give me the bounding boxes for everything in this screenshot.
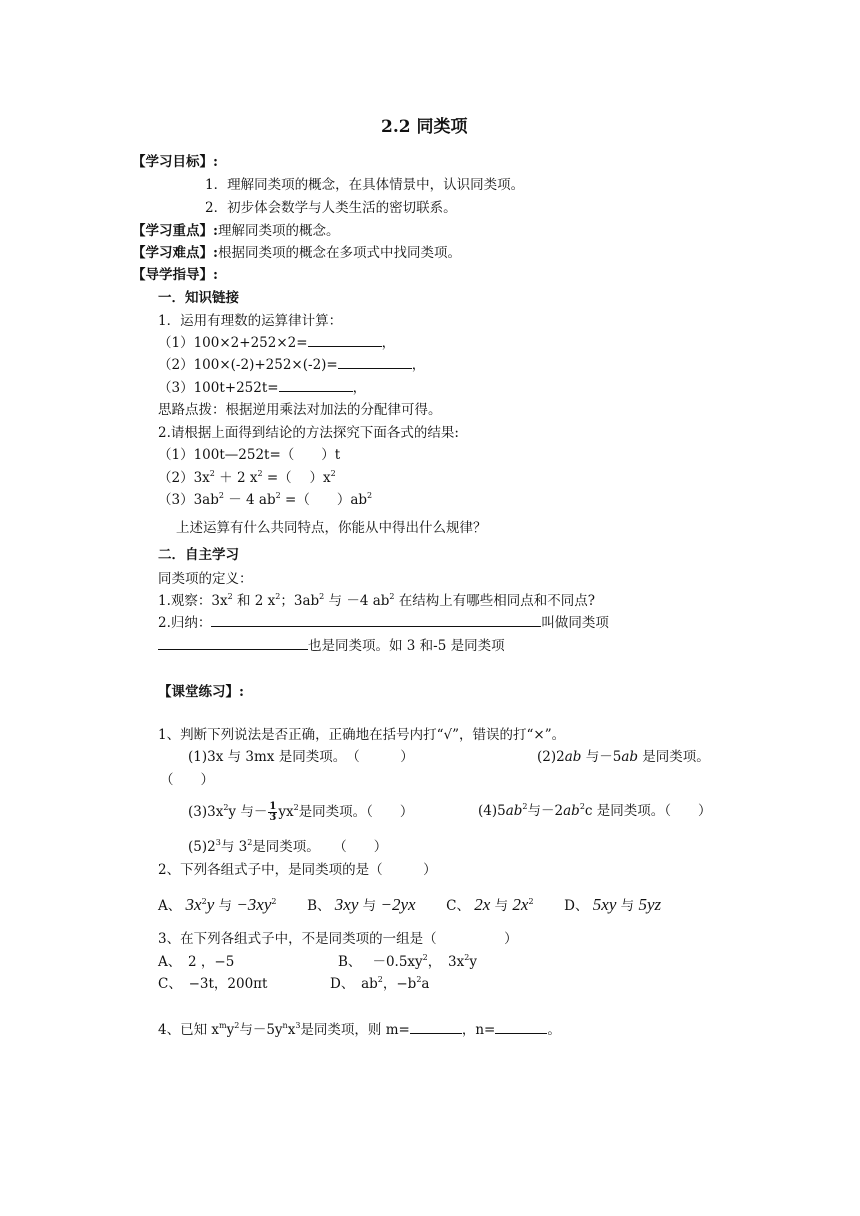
exponent: 2 [201, 897, 207, 906]
text: y 与－ [228, 804, 268, 820]
q2-item [158, 469, 336, 487]
answer-blank-m[interactable] [410, 1021, 462, 1034]
text: 与－5 [581, 749, 622, 765]
text: D、 ab [330, 976, 378, 992]
exponent: 2 [271, 897, 277, 906]
q1-item-text: （2）100×(-2)+252×(-2)= [158, 357, 338, 373]
text: 与－5y [239, 1022, 283, 1038]
expr: −2yx [380, 895, 416, 914]
text: (5)2 [188, 839, 216, 855]
text: ， 3x [427, 954, 465, 970]
expr: 2x [512, 895, 529, 914]
var: ab [505, 803, 523, 819]
answer-blank-n[interactable] [495, 1021, 547, 1034]
q1-item-text: （3）100t+252t= [158, 380, 279, 396]
text: 与 －4 ab [324, 593, 390, 609]
expr: =（ ）ab [280, 492, 368, 508]
expr: 2x [474, 895, 491, 914]
exponent: 2 [522, 802, 528, 811]
text: (4)5 [478, 803, 506, 819]
objectives-heading: 【学习目标】: [132, 154, 218, 170]
exponent: 2 [330, 469, 336, 478]
exponent: 2 [275, 592, 281, 601]
exponent: m [219, 1021, 227, 1030]
expr: 3xy [334, 895, 359, 914]
exponent: 2 [247, 838, 253, 847]
practice-q1-item [188, 802, 413, 823]
q1-item-text: （1）100×2+252×2= [158, 335, 308, 351]
answer-blank[interactable] [279, 379, 353, 392]
text: ，n= [461, 1022, 496, 1038]
text: y [469, 954, 477, 970]
expr: 3x [185, 895, 202, 914]
option-label: C、 [446, 898, 470, 914]
key-point-heading: 【学习重点】: [132, 223, 218, 239]
difficulty [132, 244, 461, 262]
text: c 是同类项。（ ） [584, 803, 712, 819]
q3-option-d [330, 975, 429, 993]
practice-q1: 1、判断下列说法是否正确，正确地在括号内打“√”，错误的打“×”。 [158, 727, 566, 743]
section2-heading: 二．自主学习 [158, 547, 239, 563]
comma: ， [352, 380, 367, 396]
text: a [421, 976, 430, 992]
exponent: 2 [416, 975, 422, 984]
option-label: B、 [307, 898, 331, 914]
page-title: 2.2 同类项 [381, 117, 468, 137]
answer-blank[interactable] [338, 356, 412, 369]
option-label: A、 [158, 898, 182, 914]
q2-item: （1）100t—252t=（ ）t [158, 447, 341, 463]
text: 与 3 [220, 839, 248, 855]
expr: ＋ 2 x [214, 470, 258, 486]
text: 4、已知 x [158, 1022, 219, 1038]
denominator: 3 [269, 812, 277, 823]
guide-heading: 【导学指导】: [132, 267, 218, 283]
practice-heading: 【课堂练习】: [158, 684, 244, 700]
exponent: n [282, 1021, 288, 1030]
expr: −3xy [236, 895, 272, 914]
comma: ， [411, 357, 426, 373]
practice-q2-options [158, 894, 661, 917]
exponent: 2 [319, 592, 325, 601]
text: 。 [547, 1022, 561, 1038]
exponent: 2 [223, 803, 229, 812]
practice-q1-item [537, 748, 710, 766]
text: B、 －0.5xy [338, 954, 423, 970]
exponent: 2 [528, 897, 534, 906]
practice-q1-item [478, 802, 712, 820]
objective-item: 2．初步体会数学与人类生活的密切联系。 [205, 200, 457, 216]
text: 是同类项。 （ ） [252, 839, 388, 855]
var: ab [564, 749, 582, 765]
practice-q4 [158, 1021, 561, 1039]
answer-paren[interactable]: （ ） [160, 772, 214, 788]
exponent: 3 [295, 1021, 301, 1030]
text: (3)3x [188, 804, 224, 820]
text: 与 [616, 898, 639, 914]
expr: 5xy [592, 895, 617, 914]
exponent: 2 [218, 491, 224, 500]
q2-text: 2.请根据上面得到结论的方法探究下面各式的结果: [158, 425, 459, 441]
fraction [268, 802, 277, 823]
practice-q3: 3、在下列各组式子中，不是同类项的一组是（ ） [158, 931, 518, 947]
numerator: 1 [269, 801, 277, 812]
exponent: 2 [293, 803, 299, 812]
text: 叫做同类项 [541, 615, 609, 631]
practice-q1-item: (1)3x 与 3mx 是同类项。 （ ） [188, 749, 414, 765]
text: x [287, 1022, 296, 1038]
text: 与 [358, 898, 381, 914]
induce-line [158, 614, 609, 632]
exponent: 2 [227, 592, 233, 601]
exponent: 2 [209, 469, 215, 478]
var: ab [621, 749, 639, 765]
induce-line-2 [158, 637, 505, 655]
key-point-text: 理解同类项的概念。 [217, 223, 340, 239]
option-label: D、 [564, 898, 589, 914]
answer-blank[interactable] [158, 637, 308, 650]
text: 2.归纳： [158, 615, 212, 631]
answer-blank[interactable] [308, 334, 382, 347]
text: (2)2 [537, 749, 565, 765]
expr: （3）3ab [158, 492, 219, 508]
text: 是同类项。 [638, 749, 710, 765]
text: ，−b [382, 976, 417, 992]
definition-label: 同类项的定义： [158, 571, 253, 587]
q3-option-a: A、 2 ，−5 [158, 954, 235, 970]
var: ab [563, 803, 580, 819]
expr: （2）3x [158, 470, 210, 486]
exponent: 2 [579, 802, 585, 811]
text: 是同类项，则 m= [300, 1022, 410, 1038]
difficulty-heading: 【学习难点】: [132, 245, 218, 261]
text: y [226, 1022, 235, 1038]
exponent: 3 [215, 838, 221, 847]
text: 在结构上有哪些相同点和不同点? [394, 593, 596, 609]
exponent: 2 [234, 1021, 240, 1030]
expr: y [206, 895, 215, 914]
expr: 5yz [638, 895, 662, 914]
section1-heading: 一．知识链接 [158, 290, 239, 306]
practice-q1-item [188, 838, 387, 856]
text: yx [278, 804, 294, 820]
difficulty-text: 根据同类项的概念在多项式中找同类项。 [217, 245, 461, 261]
exponent: 2 [377, 975, 383, 984]
answer-blank[interactable] [211, 614, 541, 627]
exponent: 2 [275, 491, 281, 500]
q1-text: 1．运用有理数的运算律计算： [158, 313, 343, 329]
q3-option-c: C、 −3t，200πt [158, 976, 268, 992]
practice-q2: 2、下列各组式子中，是同类项的是（ ） [158, 862, 437, 878]
exponent: 2 [257, 469, 263, 478]
hint: 思路点拨：根据逆用乘法对加法的分配律可得。 [158, 402, 442, 418]
exponent: 2 [389, 592, 395, 601]
expr: － 4 ab [223, 492, 276, 508]
q3-option-b [338, 953, 477, 971]
observe-line [158, 592, 595, 610]
text: 是同类项。（ ） [298, 804, 414, 820]
q1-item [158, 334, 395, 352]
comma: ， [381, 335, 396, 351]
objective-item: 1．理解同类项的概念，在具体情景中，认识同类项。 [205, 177, 525, 193]
exponent: 2 [464, 953, 470, 962]
q1-item [158, 356, 425, 374]
expr: =（ ）x [262, 470, 331, 486]
pattern-question: 上述运算有什么共同特点，你能从中得出什么规律？ [176, 520, 487, 536]
text: ；3ab [280, 593, 320, 609]
exponent: 2 [422, 953, 428, 962]
text: 与 [214, 898, 237, 914]
q2-item [158, 491, 372, 509]
text: 1.观察：3x [158, 593, 228, 609]
text: 与－2 [527, 803, 564, 819]
text: 与 [490, 898, 513, 914]
text: 和 2 x [232, 593, 276, 609]
exponent: 2 [367, 491, 373, 500]
q1-item [158, 379, 366, 397]
text: 也是同类项。如 3 和-5 是同类项 [308, 638, 505, 654]
key-point [132, 222, 339, 240]
